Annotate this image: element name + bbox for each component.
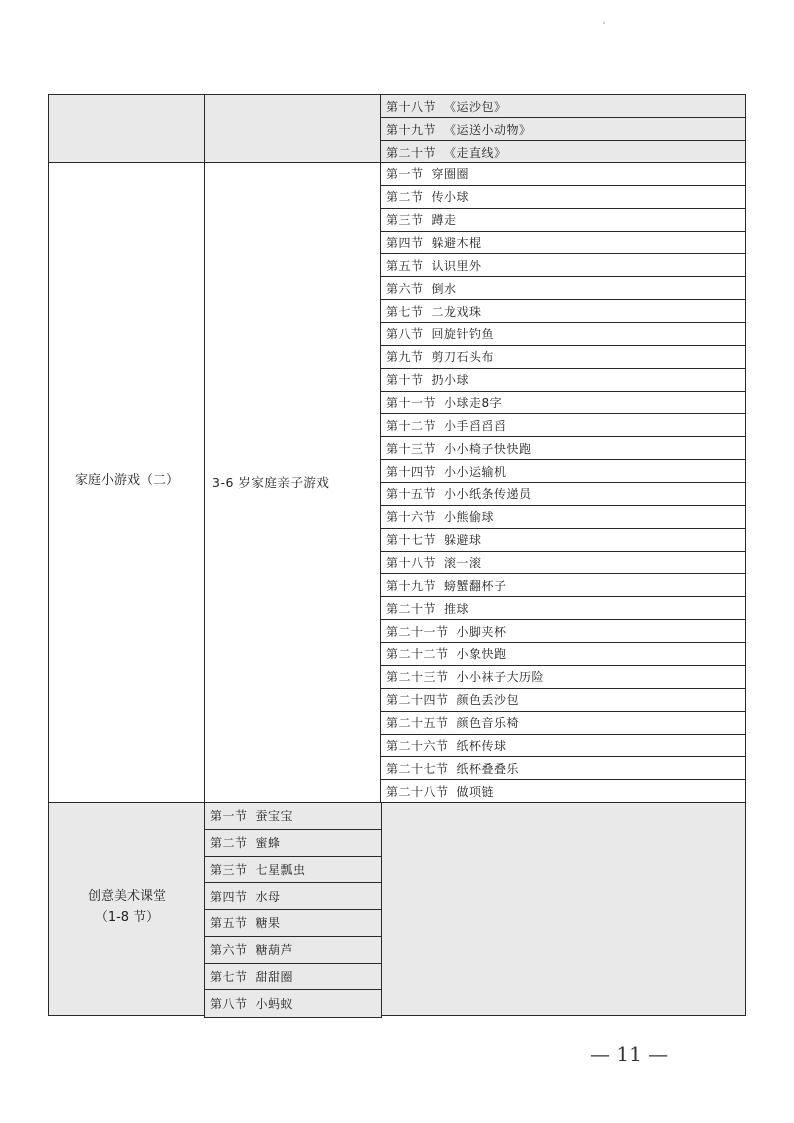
lesson-number: 第二十三节 <box>386 670 449 685</box>
family-row-text <box>380 488 532 500</box>
lesson-title: 蹲走 <box>431 213 457 228</box>
lesson-number: 第十九节 <box>386 122 437 137</box>
lesson-number: 第二十四节 <box>386 693 449 708</box>
family-row-text <box>380 534 482 546</box>
lesson-number: 第八节 <box>386 327 424 342</box>
family-course-label: 家庭小游戏（二） <box>74 473 179 488</box>
lesson-number: 第六节 <box>210 943 248 958</box>
lesson-title: 认识里外 <box>431 258 482 273</box>
lesson-title: 水母 <box>255 889 281 904</box>
family-row-text <box>380 328 494 340</box>
lesson-title: 小熊偷球 <box>444 510 495 525</box>
family-row-text <box>380 237 482 249</box>
family-row-text <box>380 214 457 226</box>
family-row-text <box>380 420 507 432</box>
family-row-text <box>380 351 494 363</box>
lesson-title: 剪刀石头布 <box>431 350 495 365</box>
lesson-number: 第二十五节 <box>386 716 449 731</box>
lesson-title: 躲避木棍 <box>431 236 482 250</box>
lesson-title: 小小椅子快快跑 <box>444 441 532 456</box>
lesson-number: 第四节 <box>210 889 248 904</box>
lesson-title: 回旋针钓鱼 <box>431 327 495 342</box>
lesson-number: 第一节 <box>386 167 424 182</box>
lesson-number: 第二十节 <box>386 145 437 160</box>
lesson-number: 第二十八节 <box>386 784 449 799</box>
art-row-text <box>204 837 281 849</box>
lesson-title: 小脚夹杯 <box>456 624 507 639</box>
family-row-text <box>380 557 482 569</box>
lesson-number: 第二十节 <box>386 601 437 616</box>
lesson-title: 扔小球 <box>431 373 470 388</box>
art-row-text <box>204 810 293 822</box>
lesson-title: 蚕宝宝 <box>255 809 294 824</box>
lesson-title: 小小运输机 <box>444 464 507 479</box>
family-row-text <box>380 306 482 318</box>
lesson-number: 第五节 <box>210 916 248 931</box>
lesson-number: 第七节 <box>210 969 248 984</box>
family-row-text <box>380 168 469 180</box>
family-row-text <box>380 763 519 775</box>
lesson-title: 七星瓢虫 <box>255 862 306 877</box>
lesson-title: 小小纸条传递员 <box>444 487 532 502</box>
top-course-cell <box>48 94 206 164</box>
lesson-title: 糖果 <box>255 916 281 931</box>
lesson-title: 小小袜子大历险 <box>456 670 545 685</box>
family-row-text <box>380 740 507 752</box>
family-row-text <box>380 511 494 523</box>
lesson-title: 小球走8字 <box>444 396 503 411</box>
art-row-text <box>204 864 306 876</box>
lesson-number: 第二十七节 <box>386 761 449 776</box>
lesson-number: 第十九节 <box>386 578 437 593</box>
art-row-text <box>204 998 293 1010</box>
lesson-number: 第六节 <box>386 281 424 296</box>
family-row-text <box>380 694 519 706</box>
lesson-title: 《运沙包》 <box>444 99 507 114</box>
scan-speck <box>603 22 605 24</box>
top-row-text <box>380 124 532 136</box>
top-audience-cell <box>204 94 382 164</box>
lesson-number: 第十八节 <box>386 556 437 571</box>
lesson-title: 躲避球 <box>444 533 482 548</box>
lesson-number: 第十六节 <box>386 510 437 525</box>
family-row-text <box>380 260 482 272</box>
lesson-title: 颜色音乐椅 <box>456 716 520 731</box>
lesson-number: 第十七节 <box>386 533 437 548</box>
page-number: — 11 — <box>590 1042 669 1066</box>
family-row-text <box>380 466 507 478</box>
lesson-number: 第八节 <box>210 996 248 1011</box>
lesson-title: 甜甜圈 <box>255 969 294 984</box>
lesson-number: 第三节 <box>386 213 424 228</box>
art-course-range: （1-8 节） <box>94 909 160 925</box>
family-row-text <box>380 443 532 455</box>
lesson-number: 第十四节 <box>386 464 437 479</box>
family-row-text <box>380 717 519 729</box>
lesson-number: 第十八节 <box>386 99 437 114</box>
lesson-title: 《走直线》 <box>444 145 507 160</box>
lesson-number: 第十五节 <box>386 487 437 502</box>
lesson-number: 第十节 <box>386 373 424 388</box>
lesson-number: 第九节 <box>386 350 424 365</box>
family-row-text <box>380 283 457 295</box>
lesson-title: 《运送小动物》 <box>444 122 532 137</box>
lesson-title: 小蚂蚁 <box>255 996 294 1011</box>
lesson-number: 第二十一节 <box>386 624 449 639</box>
top-row-text <box>380 147 507 159</box>
lesson-title: 糖葫芦 <box>255 943 294 958</box>
lesson-title: 螃蟹翻杯子 <box>444 578 507 593</box>
lesson-number: 第二节 <box>386 190 424 205</box>
art-course-label <box>48 887 206 929</box>
lesson-number: 第三节 <box>210 862 248 877</box>
lesson-title: 穿圈圈 <box>431 167 470 182</box>
lesson-number: 第二节 <box>210 836 248 851</box>
top-row-text <box>380 101 507 113</box>
lesson-number: 第七节 <box>386 304 424 319</box>
lesson-number: 第十二节 <box>386 418 437 433</box>
lesson-number: 第十一节 <box>386 396 437 411</box>
family-audience-label: 3-6 岁家庭亲子游戏 <box>212 475 330 490</box>
art-row-text <box>204 891 281 903</box>
family-row-text <box>380 580 507 592</box>
family-row-text <box>380 397 502 409</box>
lesson-title: 蜜蜂 <box>255 836 281 851</box>
family-row-text <box>380 191 469 203</box>
family-row-text <box>380 671 544 683</box>
family-row-text <box>380 626 507 638</box>
family-row-text <box>380 603 469 615</box>
lesson-title: 小象快跑 <box>456 647 507 662</box>
family-row-text <box>380 648 507 660</box>
art-course-title: 创意美术课堂 <box>87 889 166 904</box>
lesson-number: 第一节 <box>210 809 248 824</box>
lesson-number: 第十三节 <box>386 441 437 456</box>
lesson-title: 做项链 <box>456 784 495 799</box>
lesson-number: 第四节 <box>386 236 424 250</box>
lesson-number: 第二十二节 <box>386 647 449 662</box>
family-row-text <box>380 374 469 386</box>
art-row-text <box>204 971 293 983</box>
lesson-title: 滚一滚 <box>444 556 482 571</box>
lesson-number: 第二十六节 <box>386 738 449 753</box>
art-row-text <box>204 944 293 956</box>
lesson-number: 第五节 <box>386 258 424 273</box>
lesson-title: 倒水 <box>431 281 457 296</box>
family-row-text <box>380 786 494 798</box>
art-empty-cell <box>380 802 746 1016</box>
lesson-title: 小手舀舀舀 <box>444 418 507 433</box>
lesson-title: 传小球 <box>431 190 470 205</box>
lesson-title: 颜色丢沙包 <box>456 693 520 708</box>
lesson-title: 纸杯叠叠乐 <box>456 761 520 776</box>
lesson-title: 二龙戏珠 <box>431 304 482 319</box>
lesson-title: 推球 <box>444 601 470 616</box>
lesson-title: 纸杯传球 <box>456 738 507 753</box>
art-row-text <box>204 917 281 929</box>
